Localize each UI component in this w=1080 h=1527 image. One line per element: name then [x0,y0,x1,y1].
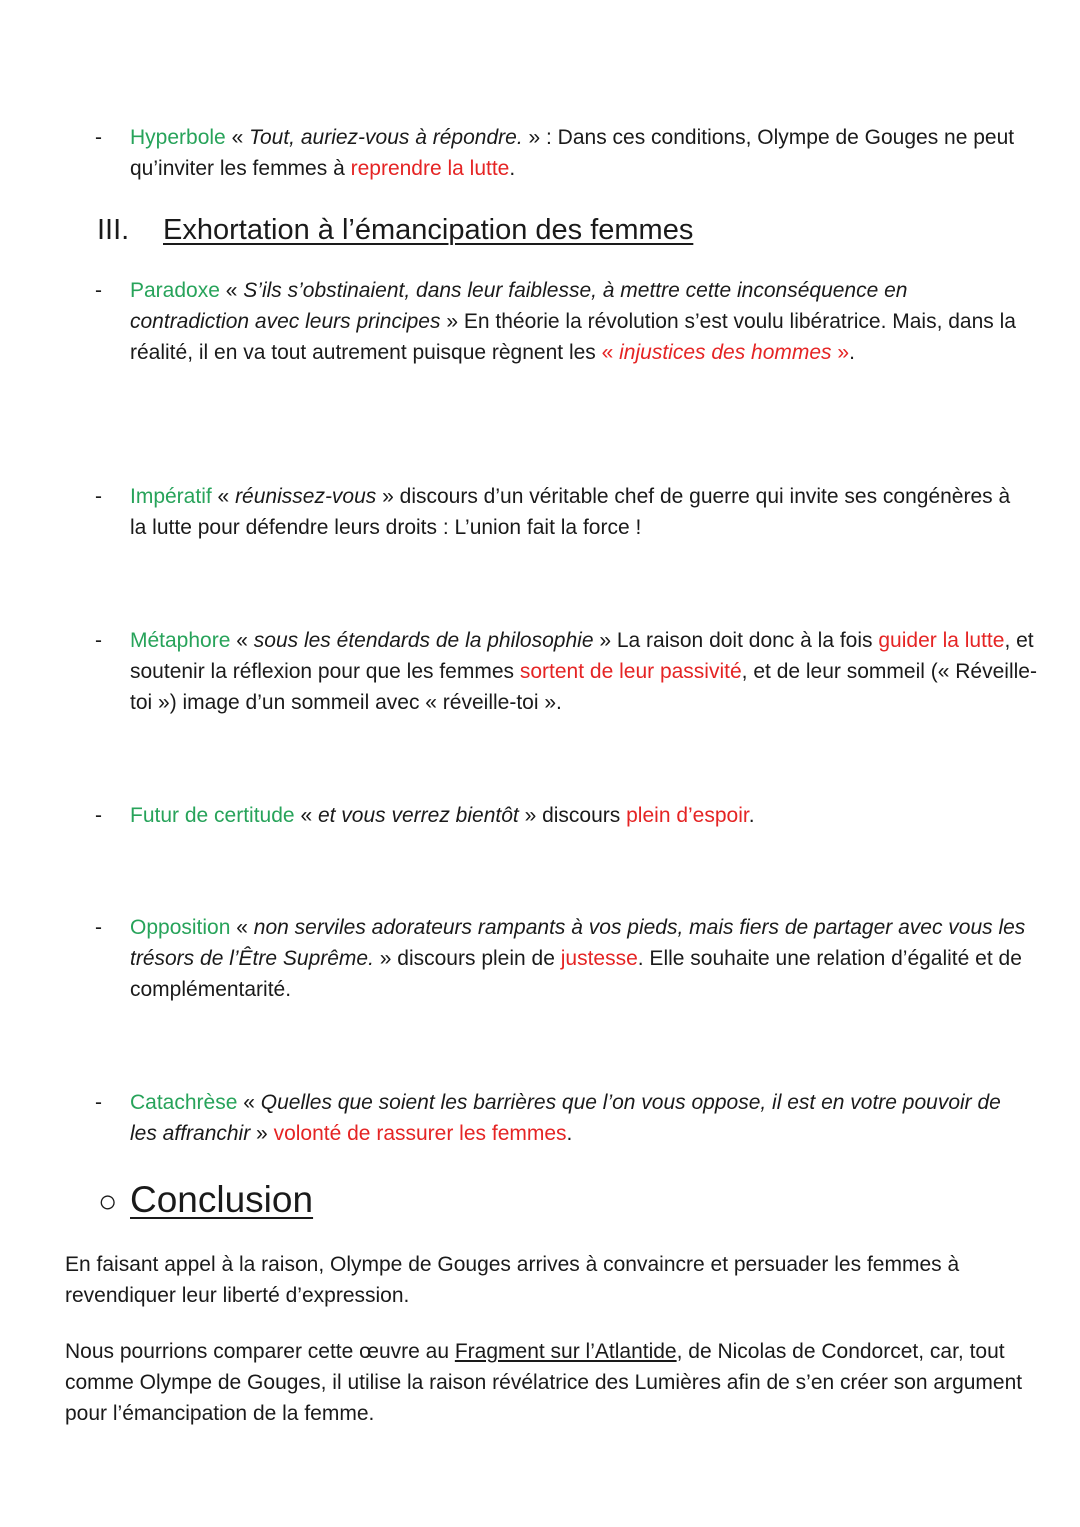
quote: Tout, auriez-vous à répondre. [249,126,523,149]
figure-label: Futur de certitude [130,804,295,827]
section-number: III. [97,214,130,246]
list-item-text: Paradoxe « S’ils s’obstinaient, dans leur faiblesse, à mettre cette inconséquence en contradiction avec leurs principes » En théorie la révolution s’est voulu libératrice. Mais, dans la réalité, il en va tout autrement puisque règnent les « injustices des hommes ». [130,279,1016,364]
quote: Quelles que soient les barrières que l’on vous oppose, il est en votre pouvoir de les affranchir [130,1091,1001,1145]
list-item-text: Opposition « non serviles adorateurs rampants à vos pieds, mais fiers de partager avec vous les trésors de l’Être Suprême. » discours plein de justesse. Elle souhaite une relation d’égalité et de complémentarité. [130,916,1026,1001]
conclusion-paragraph-1: En faisant appel à la raison, Olympe de Gouges arrives à convaincre et persuader les femmes à revendiquer leur liberté d’expression. [65,1253,960,1307]
list-dash: - [95,485,102,508]
highlight: justesse [560,947,638,970]
figure-label: Hyperbole [130,126,226,149]
list-dash: - [95,804,102,827]
list-dash: - [95,126,102,149]
conclusion-paragraph-2: Nous pourrions comparer cette œuvre au Fragment sur l’Atlantide, de Nicolas de Condorcet, car, tout comme Olympe de Gouges, il utilise la raison révélatrice des Lumières afin de s’en créer son argument pour l’émancipation de la femme. [65,1340,1023,1425]
figure-label: Opposition [130,916,231,939]
list-item-text: Hyperbole « Tout, auriez-vous à répondre. » : Dans ces conditions, Olympe de Gouges ne peut qu’inviter les femmes à reprendre la lutte. [130,126,1015,180]
figure-label: Catachrèse [130,1091,238,1114]
section-title: Exhortation à l’émancipation des femmes [163,214,694,246]
section-heading [97,210,693,250]
list-item-text: Futur de certitude « et vous verrez bientôt » discours plein d’espoir. [130,804,755,827]
highlight: plein d’espoir [626,804,749,827]
highlight: reprendre la lutte [350,157,510,180]
work-title: Fragment sur l’Atlantide [454,1340,677,1363]
quote: S’ils s’obstinaient, dans leur faiblesse, à mettre cette inconséquence en contradiction avec leurs principes [130,279,908,333]
figure-label: Métaphore [130,629,231,652]
list-dash: - [95,629,102,652]
list-item-text: Métaphore « sous les étendards de la philosophie » La raison doit donc à la fois guider la lutte, et soutenir la réflexion pour que les femmes sortent de leur passivité, et de leur sommeil (« Réveille-toi ») image d’un sommeil avec « réveille-toi ». [130,629,1037,714]
figure-label: Paradoxe [130,279,220,302]
highlight: « injustices des hommes » [601,341,850,364]
list-dash: - [95,916,102,939]
quote: et vous verrez bientôt [317,804,519,827]
circle-bullet-icon: ○ [98,1183,118,1219]
quote: non serviles adorateurs rampants à vos pieds, mais fiers de partager avec vous les trésors de l’Être Suprême. [130,916,1026,970]
quote: réunissez-vous [235,485,377,508]
figure-label: Impératif [130,485,212,508]
highlight: sortent de leur passivité [519,660,742,683]
quote: sous les étendards de la philosophie [253,629,594,652]
highlight: guider la lutte [878,629,1005,652]
list-dash: - [95,279,102,302]
conclusion-heading [98,1176,313,1225]
conclusion-title: Conclusion [130,1179,314,1220]
list-item-text: Catachrèse « Quelles que soient les barrières que l’on vous oppose, il est en votre pouvoir de les affranchir » volonté de rassurer les femmes. [130,1091,1001,1145]
list-item-text: Impératif « réunissez-vous » discours d’un véritable chef de guerre qui invite ses congénères à la lutte pour défendre leurs droits : L’union fait la force ! [130,485,1011,539]
list-dash: - [95,1091,102,1114]
highlight: volonté de rassurer les femmes [273,1122,567,1145]
